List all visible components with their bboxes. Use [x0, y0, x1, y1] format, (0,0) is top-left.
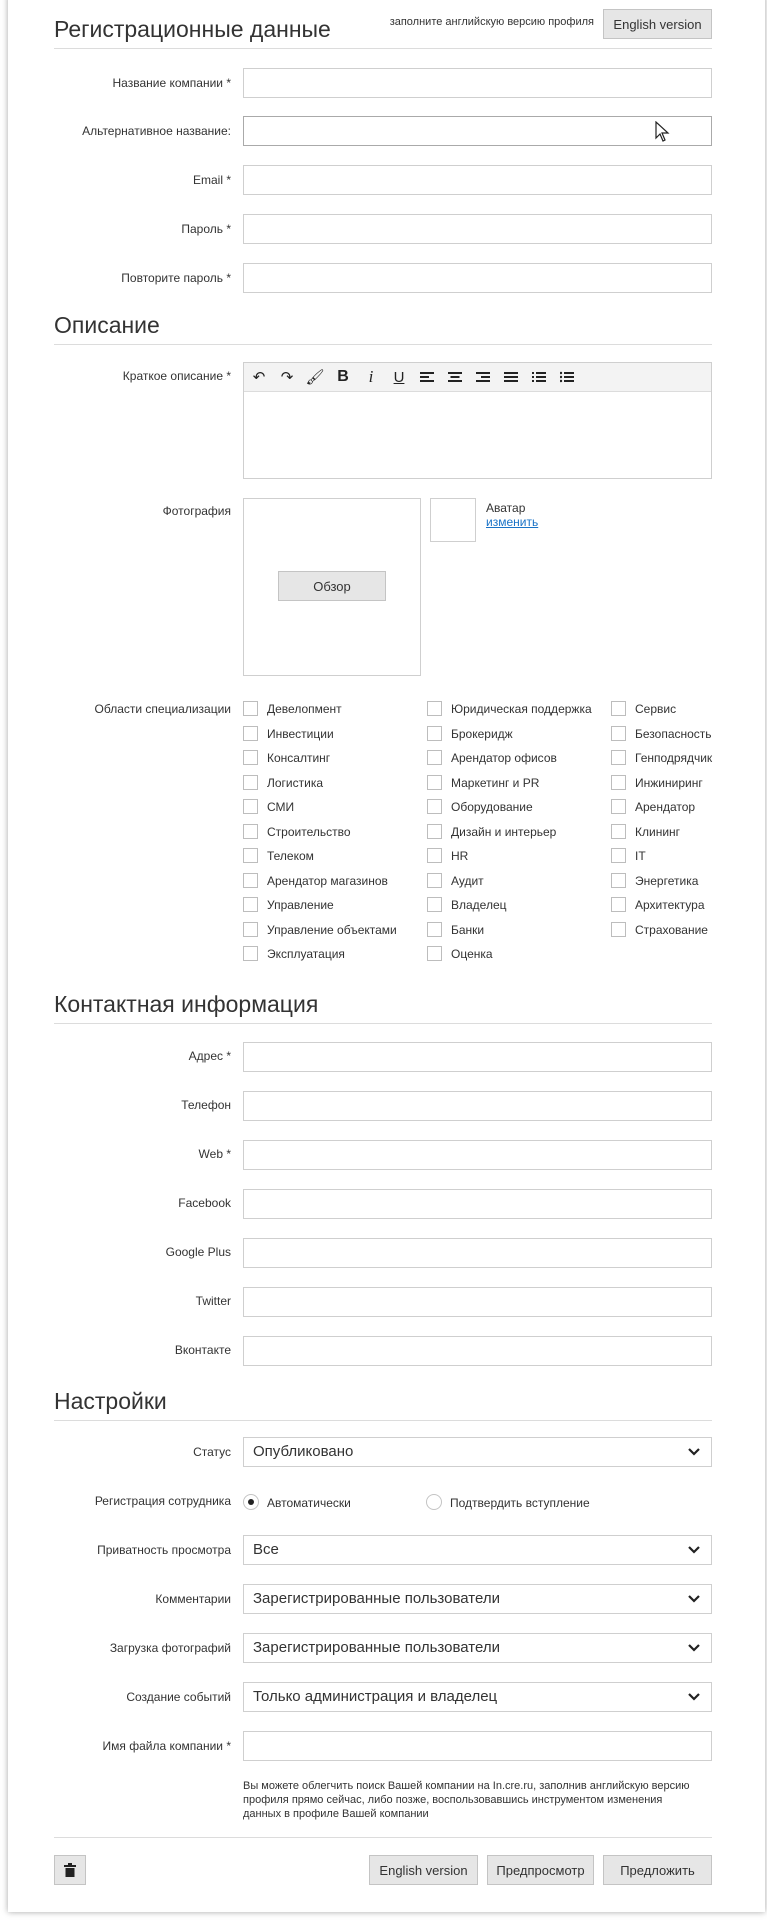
clear-format-icon[interactable]: 🖌 — [305, 369, 325, 386]
employee-reg-confirm-label: Подтвердить вступление — [450, 1496, 590, 1510]
phone-label: Телефон — [181, 1098, 231, 1112]
employee-reg-confirm-radio[interactable] — [426, 1494, 442, 1510]
vkontakte-input[interactable] — [243, 1336, 712, 1366]
align-left-icon[interactable] — [416, 363, 438, 391]
specialization-checkbox[interactable] — [243, 750, 258, 765]
specialization-checkbox[interactable] — [427, 873, 442, 888]
english-version-hint: Вы можете облегчить поиск Вашей компании на In.cre.ru, заполнив английскую версию профиля прямо сейчас, либо позже, воспользовавшись инструментом изменения данных в профиле Вашей компании — [243, 1780, 690, 1820]
browse-button[interactable]: Обзор — [278, 571, 386, 601]
short-desc-label: Краткое описание * — [122, 369, 231, 383]
undo-icon[interactable]: ↶ — [252, 369, 266, 386]
fill-english-hint: заполните английскую версию профиля — [389, 16, 594, 28]
align-justify-icon[interactable] — [500, 363, 522, 391]
web-input[interactable] — [243, 1140, 712, 1170]
specialization-checkbox[interactable] — [427, 946, 442, 961]
specialization-checkbox[interactable] — [243, 701, 258, 716]
unordered-list-icon[interactable] — [556, 363, 578, 391]
email-input[interactable] — [243, 165, 712, 195]
specialization-checkbox[interactable] — [243, 873, 258, 888]
preview-button[interactable]: Предпросмотр — [487, 1855, 594, 1885]
employee-reg-auto-radio[interactable] — [243, 1494, 259, 1510]
chevron-down-icon — [687, 1545, 701, 1555]
specialization-label: Дизайн и интерьер — [451, 824, 557, 839]
photo-upload-value: Зарегистрированные пользователи — [253, 1639, 500, 1656]
employee-reg-auto-label: Автоматически — [267, 1496, 351, 1510]
italic-icon[interactable]: i — [368, 367, 374, 386]
specialization-label: Энергетика — [635, 873, 699, 888]
filename-label: Имя файла компании * — [102, 1739, 231, 1753]
trash-icon — [64, 1863, 76, 1877]
specialization-label: IT — [635, 849, 646, 863]
twitter-input[interactable] — [243, 1287, 712, 1317]
address-input[interactable] — [243, 1042, 712, 1072]
specialization-checkbox[interactable] — [611, 775, 626, 790]
underline-icon[interactable]: U — [393, 368, 405, 386]
align-center-icon[interactable] — [444, 363, 466, 391]
specialization-checkbox[interactable] — [427, 897, 442, 912]
specialization-checkbox[interactable] — [611, 726, 626, 741]
avatar-change-link[interactable]: изменить — [486, 515, 539, 529]
comments-value: Зарегистрированные пользователи — [253, 1590, 500, 1607]
phone-input[interactable] — [243, 1091, 712, 1121]
specialization-label: Инжиниринг — [635, 775, 703, 790]
specialization-label: Оборудование — [451, 800, 533, 814]
alt-name-label: Альтернативное название: — [82, 124, 231, 138]
specialization-label: Сервис — [635, 702, 677, 716]
password-label: Пароль * — [181, 222, 231, 236]
comments-label: Комментарии — [155, 1592, 231, 1606]
specialization-checkbox[interactable] — [611, 897, 626, 912]
password-input[interactable] — [243, 214, 712, 244]
specialization-checkbox[interactable] — [427, 824, 442, 839]
redo-icon[interactable]: ↷ — [280, 369, 294, 386]
specialization-checkbox[interactable] — [427, 701, 442, 716]
vkontakte-label: Вконтакте — [174, 1343, 231, 1357]
specialization-label: Управление — [267, 898, 334, 912]
ordered-list-icon[interactable] — [528, 363, 550, 391]
specialization-checkbox[interactable] — [243, 922, 258, 937]
web-label: Web * — [198, 1147, 231, 1161]
specialization-checkbox[interactable] — [243, 848, 258, 863]
privacy-label: Приватность просмотра — [97, 1543, 231, 1557]
specialization-checkbox[interactable] — [611, 750, 626, 765]
specialization-checkbox[interactable] — [427, 750, 442, 765]
section-title-contacts: Контактная информация — [54, 991, 712, 1024]
bold-icon[interactable]: B — [337, 368, 349, 385]
comments-select[interactable] — [243, 1584, 712, 1614]
privacy-value: Все — [253, 1541, 279, 1558]
specialization-label: Безопасность — [635, 726, 712, 741]
privacy-select[interactable] — [243, 1535, 712, 1565]
specialization-checkbox[interactable] — [427, 799, 442, 814]
specialization-label: СМИ — [267, 800, 295, 814]
specialization-label: Банки — [451, 922, 485, 937]
twitter-label: Twitter — [195, 1294, 231, 1308]
specialization-label: Генподрядчик — [635, 751, 713, 765]
specialization-checkbox[interactable] — [243, 726, 258, 741]
specialization-checkbox[interactable] — [243, 775, 258, 790]
specialization-label: Инвестиции — [267, 726, 334, 741]
english-version-button-bottom[interactable]: English version — [369, 1855, 478, 1885]
avatar-label: Аватар — [486, 501, 526, 515]
specialization-checkbox[interactable] — [243, 946, 258, 961]
address-label: Адрес * — [188, 1049, 231, 1063]
repeat-password-label: Повторите пароль * — [121, 271, 231, 285]
specialization-checkbox[interactable] — [611, 701, 626, 716]
specialization-checkbox[interactable] — [611, 848, 626, 863]
events-select[interactable] — [243, 1682, 712, 1712]
specialization-checkbox[interactable] — [243, 799, 258, 814]
events-value: Только администрация и владелец — [253, 1688, 498, 1705]
specialization-checkbox[interactable] — [427, 726, 442, 741]
specialization-label: Телеком — [267, 849, 314, 863]
specialization-label: Эксплуатация — [267, 947, 345, 961]
specialization-checkbox[interactable] — [243, 897, 258, 912]
facebook-label: Facebook — [178, 1196, 231, 1210]
email-label: Email * — [192, 173, 231, 187]
specialization-label: Брокеридж — [451, 726, 513, 741]
section-title-description: Описание — [54, 312, 712, 345]
chevron-down-icon — [687, 1643, 701, 1653]
specialization-label: Арендатор магазинов — [267, 873, 388, 888]
specialization-label: Строительство — [267, 824, 351, 839]
chevron-down-icon — [687, 1594, 701, 1604]
rich-text-editor[interactable] — [243, 362, 712, 479]
specialization-checkbox[interactable] — [611, 873, 626, 888]
specialization-checkbox[interactable] — [611, 824, 626, 839]
google-plus-label: Google Plus — [165, 1245, 231, 1259]
filename-input[interactable] — [243, 1731, 712, 1761]
section-title-registration: Регистрационные данные — [54, 16, 712, 49]
specialization-checkbox[interactable] — [427, 848, 442, 863]
submit-button[interactable]: Предложить — [603, 1855, 712, 1885]
chevron-down-icon — [687, 1447, 701, 1457]
specialization-label: Аудит — [451, 873, 484, 888]
specialization-checkbox[interactable] — [243, 824, 258, 839]
specialization-checkbox[interactable] — [611, 799, 626, 814]
photo-label: Фотография — [162, 504, 231, 518]
specialization-label: Юридическая поддержка — [451, 702, 592, 716]
repeat-password-input[interactable] — [243, 263, 712, 293]
photo-upload-label: Загрузка фотографий — [109, 1641, 231, 1655]
specialization-label: Архитектура — [635, 898, 705, 912]
specialization-checkbox[interactable] — [611, 922, 626, 937]
events-label: Создание событий — [126, 1690, 231, 1704]
specialization-checkbox[interactable] — [427, 922, 442, 937]
status-value: Опубликовано — [253, 1443, 354, 1460]
photo-upload-select[interactable] — [243, 1633, 712, 1663]
specialization-label: Маркетинг и PR — [451, 775, 540, 790]
employee-reg-label: Регистрация сотрудника — [94, 1494, 231, 1508]
chevron-down-icon — [687, 1692, 701, 1702]
specialization-checkbox[interactable] — [427, 775, 442, 790]
avatar — [430, 498, 476, 542]
mouse-cursor-icon — [655, 121, 671, 143]
status-label: Статус — [193, 1445, 231, 1459]
status-select[interactable] — [243, 1437, 712, 1467]
specialization-label: Арендатор офисов — [451, 751, 557, 765]
specialization-label: Арендатор — [635, 800, 696, 814]
delete-button[interactable] — [54, 1855, 86, 1885]
english-version-button-top[interactable]: English version — [603, 9, 712, 39]
specialization-label: Консалтинг — [267, 751, 331, 765]
specialization-label: Управление объектами — [267, 922, 397, 937]
specialization-label: HR — [451, 849, 469, 863]
company-name-input[interactable] — [243, 68, 712, 98]
specialization-label: Владелец — [451, 898, 507, 912]
google-plus-input[interactable] — [243, 1238, 712, 1268]
editor-toolbar — [244, 363, 711, 392]
specialization-label: Оценка — [451, 947, 493, 961]
specialization-label: Страхование — [635, 922, 708, 937]
section-title-settings: Настройки — [54, 1388, 712, 1421]
specialization-label: Девелопмент — [267, 702, 342, 716]
facebook-input[interactable] — [243, 1189, 712, 1219]
company-name-label: Название компании * — [112, 76, 231, 90]
specializations-label: Области специализации — [94, 702, 231, 716]
alt-name-input[interactable] — [243, 116, 712, 146]
specialization-label: Логистика — [267, 775, 324, 790]
align-right-icon[interactable] — [472, 363, 494, 391]
footer-divider — [54, 1837, 712, 1838]
specialization-label: Клининг — [635, 824, 681, 839]
